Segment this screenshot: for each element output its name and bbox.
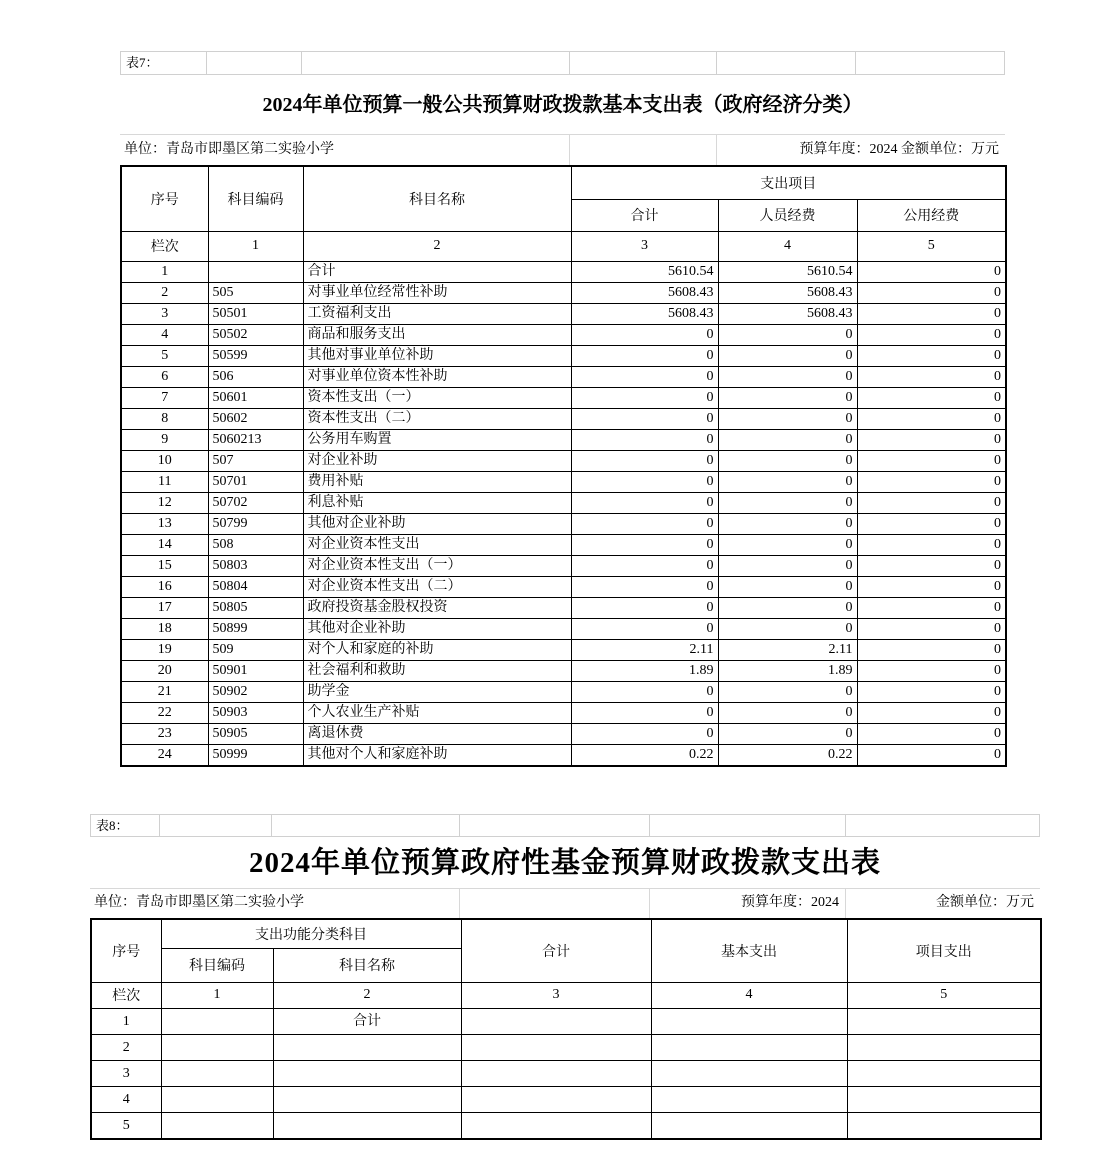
table7-header-total: 合计 <box>571 199 718 231</box>
table7-cell-personnel: 0 <box>718 450 857 471</box>
table7-cell-name: 其他对企业补助 <box>303 618 571 639</box>
table7-cell-public: 0 <box>857 639 1006 660</box>
table7-row <box>121 744 1006 766</box>
table7-cell-name: 对企业补助 <box>303 450 571 471</box>
table7-section <box>120 51 1005 767</box>
table7-meta: 预算年度：2024 金额单位：万元 <box>799 142 999 157</box>
table8-cell-total <box>461 1060 651 1086</box>
table7-cell-name: 费用补贴 <box>303 471 571 492</box>
table7-tag: 表7： <box>120 52 207 74</box>
table7-cell-code: 50903 <box>208 702 303 723</box>
table7-cell-seq: 13 <box>121 513 208 534</box>
table7-cell-seq: 9 <box>121 429 208 450</box>
table7-cell-code: 509 <box>208 639 303 660</box>
table7-cell-personnel: 0 <box>718 618 857 639</box>
table7-row <box>121 324 1006 345</box>
grid-cell <box>160 815 272 836</box>
table7-cell-code: 50601 <box>208 387 303 408</box>
table7-cell-public: 0 <box>857 366 1006 387</box>
table8-cell-total <box>461 1008 651 1034</box>
table8-cell-project <box>847 1060 1041 1086</box>
table7-header-group: 支出项目 <box>571 166 1006 199</box>
table8-section <box>90 814 1040 1140</box>
grid-cell <box>460 889 650 918</box>
table7-cell-name: 利息补贴 <box>303 492 571 513</box>
table7-cell-name: 公务用车购置 <box>303 429 571 450</box>
table7-header-seq: 序号 <box>121 166 208 231</box>
table7-row <box>121 345 1006 366</box>
table8-tag: 表8： <box>90 815 160 836</box>
table7-cell-code: 50905 <box>208 723 303 744</box>
grid-cell <box>272 815 460 836</box>
table8-cell-code <box>161 1034 273 1060</box>
table7-cell-code: 50702 <box>208 492 303 513</box>
table7-cell-personnel: 0 <box>718 345 857 366</box>
table7-cell-code: 50799 <box>208 513 303 534</box>
table7-row <box>121 534 1006 555</box>
table7-cell-seq: 14 <box>121 534 208 555</box>
table7-header-public: 公用经费 <box>857 199 1006 231</box>
table8-cell-basic <box>651 1008 847 1034</box>
table7-cell-code: 50599 <box>208 345 303 366</box>
table7-cell-personnel: 0 <box>718 366 857 387</box>
table7-cell-name: 对个人和家庭的补助 <box>303 639 571 660</box>
table7-row <box>121 408 1006 429</box>
table7-cell-code: 506 <box>208 366 303 387</box>
table7-row <box>121 639 1006 660</box>
table7-cell-name: 其他对事业单位补助 <box>303 345 571 366</box>
table8-cell-basic <box>651 1060 847 1086</box>
table7-cell-name: 合计 <box>303 261 571 282</box>
table7-row <box>121 303 1006 324</box>
table8-cell-seq: 1 <box>91 1008 161 1034</box>
table7-cell-personnel: 0 <box>718 513 857 534</box>
table8-lanci-col: 1 <box>161 982 273 1008</box>
table7-cell-code: 5060213 <box>208 429 303 450</box>
table7-cell-personnel: 0 <box>718 408 857 429</box>
table8-cell-code <box>161 1008 273 1034</box>
table7-cell-total: 0 <box>571 345 718 366</box>
table8-cell-basic <box>651 1112 847 1139</box>
table7-cell-public: 0 <box>857 387 1006 408</box>
table7-cell-name: 对企业资本性支出（一） <box>303 555 571 576</box>
table8-cell-basic <box>651 1086 847 1112</box>
table7 <box>120 165 1007 767</box>
table7-row <box>121 723 1006 744</box>
table7-tag-row <box>120 51 1005 75</box>
table7-cell-total: 0 <box>571 450 718 471</box>
table7-cell-personnel: 0 <box>718 723 857 744</box>
table7-lanci-col: 4 <box>718 231 857 261</box>
table8-lanci-col: 2 <box>273 982 461 1008</box>
table7-cell-total: 0.22 <box>571 744 718 766</box>
table7-cell-total: 5608.43 <box>571 303 718 324</box>
table7-cell-personnel: 0 <box>718 702 857 723</box>
table7-cell-personnel: 0 <box>718 555 857 576</box>
table8-lanci-row <box>91 982 1041 1008</box>
table7-cell-personnel: 5610.54 <box>718 261 857 282</box>
table8-unit-label: 单位：青岛市即墨区第二实验小学 <box>90 889 460 918</box>
table7-cell-code: 50804 <box>208 576 303 597</box>
grid-cell <box>570 52 717 74</box>
table7-cell-code: 50701 <box>208 471 303 492</box>
table7-row <box>121 261 1006 282</box>
table8-title: 2024年单位预算政府性基金预算财政拨款支出表 <box>90 837 1040 889</box>
table8-cell-total <box>461 1086 651 1112</box>
table8-row <box>91 1008 1041 1034</box>
table7-cell-name: 商品和服务支出 <box>303 324 571 345</box>
table8-cell-basic <box>651 1034 847 1060</box>
table7-cell-name: 离退休费 <box>303 723 571 744</box>
table7-cell-total: 0 <box>571 534 718 555</box>
grid-cell <box>302 52 570 74</box>
table8-cell-project <box>847 1034 1041 1060</box>
table7-cell-total: 2.11 <box>571 639 718 660</box>
table7-cell-total: 0 <box>571 324 718 345</box>
table7-cell-seq: 20 <box>121 660 208 681</box>
table7-cell-public: 0 <box>857 702 1006 723</box>
table7-cell-name: 社会福利和救助 <box>303 660 571 681</box>
table8-meta-year: 预算年度：2024 <box>650 889 846 918</box>
table7-row <box>121 618 1006 639</box>
table7-cell-code <box>208 261 303 282</box>
table7-lanci-col: 5 <box>857 231 1006 261</box>
table7-cell-total: 0 <box>571 576 718 597</box>
table7-cell-seq: 16 <box>121 576 208 597</box>
table8-meta-unit: 金额单位：万元 <box>936 895 1034 910</box>
table7-cell-total: 0 <box>571 429 718 450</box>
table8-cell-name <box>273 1060 461 1086</box>
table8-lanci-col: 5 <box>847 982 1041 1008</box>
table7-cell-code: 50502 <box>208 324 303 345</box>
table7-cell-code: 50999 <box>208 744 303 766</box>
table7-cell-public: 0 <box>857 450 1006 471</box>
table7-cell-seq: 8 <box>121 408 208 429</box>
table7-cell-public: 0 <box>857 324 1006 345</box>
table7-cell-seq: 12 <box>121 492 208 513</box>
grid-cell <box>846 815 1040 836</box>
table7-cell-code: 50901 <box>208 660 303 681</box>
table7-cell-name: 对企业资本性支出（二） <box>303 576 571 597</box>
table7-header-personnel: 人员经费 <box>718 199 857 231</box>
table7-cell-personnel: 0 <box>718 492 857 513</box>
table7-cell-code: 50602 <box>208 408 303 429</box>
table7-cell-seq: 11 <box>121 471 208 492</box>
table7-cell-seq: 22 <box>121 702 208 723</box>
table7-cell-public: 0 <box>857 408 1006 429</box>
table7-row <box>121 387 1006 408</box>
table7-cell-name: 资本性支出（二） <box>303 408 571 429</box>
table7-cell-public: 0 <box>857 261 1006 282</box>
table8-cell-name: 合计 <box>273 1008 461 1034</box>
table7-cell-code: 50899 <box>208 618 303 639</box>
table7-cell-seq: 3 <box>121 303 208 324</box>
table7-cell-personnel: 2.11 <box>718 639 857 660</box>
table7-cell-public: 0 <box>857 282 1006 303</box>
table8-cell-total <box>461 1112 651 1139</box>
table7-cell-total: 1.89 <box>571 660 718 681</box>
table7-cell-public: 0 <box>857 534 1006 555</box>
table7-cell-personnel: 0 <box>718 429 857 450</box>
grid-cell <box>207 52 302 74</box>
table8-tag-row <box>90 814 1040 837</box>
table7-cell-personnel: 0 <box>718 534 857 555</box>
table8-row <box>91 1060 1041 1086</box>
table8-cell-project <box>847 1008 1041 1034</box>
table8-header-total: 合计 <box>461 919 651 982</box>
table7-cell-seq: 23 <box>121 723 208 744</box>
table7-row <box>121 471 1006 492</box>
table7-cell-total: 0 <box>571 618 718 639</box>
table7-cell-total: 0 <box>571 681 718 702</box>
table8-header-project: 项目支出 <box>847 919 1041 982</box>
grid-cell <box>570 135 717 165</box>
table7-row <box>121 429 1006 450</box>
table7-cell-personnel: 0.22 <box>718 744 857 766</box>
table7-cell-name: 资本性支出（一） <box>303 387 571 408</box>
table7-cell-code: 50501 <box>208 303 303 324</box>
table7-cell-total: 0 <box>571 492 718 513</box>
table8-cell-seq: 2 <box>91 1034 161 1060</box>
table7-cell-personnel: 0 <box>718 576 857 597</box>
table7-row <box>121 555 1006 576</box>
table8-lanci-col: 3 <box>461 982 651 1008</box>
table7-cell-seq: 2 <box>121 282 208 303</box>
table7-row <box>121 450 1006 471</box>
table7-unit-row <box>120 135 1005 165</box>
table8 <box>90 918 1042 1140</box>
table7-cell-public: 0 <box>857 303 1006 324</box>
table7-cell-name: 其他对个人和家庭补助 <box>303 744 571 766</box>
table7-cell-public: 0 <box>857 744 1006 766</box>
table8-row <box>91 1112 1041 1139</box>
table7-cell-code: 50902 <box>208 681 303 702</box>
table8-cell-name <box>273 1086 461 1112</box>
table8-header-name: 科目名称 <box>273 948 461 982</box>
table7-cell-personnel: 5608.43 <box>718 303 857 324</box>
table7-cell-name: 其他对企业补助 <box>303 513 571 534</box>
table7-cell-personnel: 0 <box>718 471 857 492</box>
table7-cell-seq: 18 <box>121 618 208 639</box>
table7-cell-seq: 21 <box>121 681 208 702</box>
grid-cell <box>717 52 856 74</box>
table7-cell-seq: 5 <box>121 345 208 366</box>
table8-cell-total <box>461 1034 651 1060</box>
table8-cell-code <box>161 1086 273 1112</box>
table8-lanci-label: 栏次 <box>91 982 161 1008</box>
table7-cell-public: 0 <box>857 723 1006 744</box>
table7-cell-total: 0 <box>571 387 718 408</box>
table8-header-basic: 基本支出 <box>651 919 847 982</box>
table7-cell-public: 0 <box>857 576 1006 597</box>
table7-row <box>121 282 1006 303</box>
table7-cell-name: 助学金 <box>303 681 571 702</box>
table7-cell-total: 0 <box>571 555 718 576</box>
table7-cell-seq: 7 <box>121 387 208 408</box>
table7-cell-personnel: 5608.43 <box>718 282 857 303</box>
table7-cell-public: 0 <box>857 429 1006 450</box>
table7-cell-seq: 1 <box>121 261 208 282</box>
table7-cell-public: 0 <box>857 471 1006 492</box>
table7-cell-public: 0 <box>857 513 1006 534</box>
table8-cell-project <box>847 1112 1041 1139</box>
table7-cell-public: 0 <box>857 597 1006 618</box>
table7-header-name: 科目名称 <box>303 166 571 231</box>
table7-lanci-col: 2 <box>303 231 571 261</box>
table7-cell-code: 505 <box>208 282 303 303</box>
grid-cell <box>460 815 650 836</box>
table7-lanci-label: 栏次 <box>121 231 208 261</box>
table7-cell-code: 507 <box>208 450 303 471</box>
table7-cell-personnel: 1.89 <box>718 660 857 681</box>
table8-unit-row <box>90 889 1040 918</box>
table7-cell-code: 508 <box>208 534 303 555</box>
table7-row <box>121 597 1006 618</box>
table7-title: 2024年单位预算一般公共预算财政拨款基本支出表（政府经济分类） <box>120 75 1005 135</box>
table7-cell-seq: 19 <box>121 639 208 660</box>
table7-cell-total: 0 <box>571 408 718 429</box>
table7-cell-code: 50805 <box>208 597 303 618</box>
table7-cell-seq: 4 <box>121 324 208 345</box>
table7-cell-seq: 17 <box>121 597 208 618</box>
table7-cell-seq: 15 <box>121 555 208 576</box>
table8-cell-seq: 5 <box>91 1112 161 1139</box>
table7-cell-total: 0 <box>571 366 718 387</box>
table7-cell-name: 个人农业生产补贴 <box>303 702 571 723</box>
table7-cell-total: 0 <box>571 513 718 534</box>
table7-cell-name: 对企业资本性支出 <box>303 534 571 555</box>
table7-unit-label: 单位：青岛市即墨区第二实验小学 <box>120 135 570 165</box>
table7-cell-personnel: 0 <box>718 597 857 618</box>
table7-cell-total: 0 <box>571 702 718 723</box>
table7-cell-personnel: 0 <box>718 387 857 408</box>
table7-cell-personnel: 0 <box>718 681 857 702</box>
table8-row <box>91 1034 1041 1060</box>
table7-row <box>121 366 1006 387</box>
grid-cell <box>856 52 1005 74</box>
table7-lanci-col: 1 <box>208 231 303 261</box>
table7-cell-public: 0 <box>857 660 1006 681</box>
table7-cell-total: 5610.54 <box>571 261 718 282</box>
table7-lanci-col: 3 <box>571 231 718 261</box>
table7-cell-total: 0 <box>571 471 718 492</box>
table7-row <box>121 681 1006 702</box>
table7-cell-public: 0 <box>857 492 1006 513</box>
table7-lanci-row <box>121 231 1006 261</box>
table8-cell-code <box>161 1112 273 1139</box>
table7-cell-public: 0 <box>857 618 1006 639</box>
table7-cell-name: 对事业单位经常性补助 <box>303 282 571 303</box>
table7-row <box>121 702 1006 723</box>
table7-cell-name: 政府投资基金股权投资 <box>303 597 571 618</box>
table7-cell-total: 0 <box>571 597 718 618</box>
table8-cell-name <box>273 1034 461 1060</box>
table7-cell-public: 0 <box>857 555 1006 576</box>
table7-cell-personnel: 0 <box>718 324 857 345</box>
table7-cell-seq: 24 <box>121 744 208 766</box>
table7-row <box>121 660 1006 681</box>
table7-cell-seq: 6 <box>121 366 208 387</box>
table7-cell-public: 0 <box>857 345 1006 366</box>
table7-row <box>121 492 1006 513</box>
table8-cell-seq: 3 <box>91 1060 161 1086</box>
table7-cell-total: 5608.43 <box>571 282 718 303</box>
table8-cell-code <box>161 1060 273 1086</box>
table8-row <box>91 1086 1041 1112</box>
table7-cell-seq: 10 <box>121 450 208 471</box>
table7-cell-name: 工资福利支出 <box>303 303 571 324</box>
table7-row <box>121 513 1006 534</box>
grid-cell <box>650 815 846 836</box>
table7-row <box>121 576 1006 597</box>
table8-header-group: 支出功能分类科目 <box>161 919 461 948</box>
table7-cell-name: 对事业单位资本性补助 <box>303 366 571 387</box>
table7-cell-code: 50803 <box>208 555 303 576</box>
table8-lanci-col: 4 <box>651 982 847 1008</box>
table7-header-code: 科目编码 <box>208 166 303 231</box>
table7-cell-public: 0 <box>857 681 1006 702</box>
table8-header-seq: 序号 <box>91 919 161 982</box>
table8-cell-name <box>273 1112 461 1139</box>
table7-cell-total: 0 <box>571 723 718 744</box>
table8-cell-seq: 4 <box>91 1086 161 1112</box>
table8-header-code: 科目编码 <box>161 948 273 982</box>
table8-cell-project <box>847 1086 1041 1112</box>
